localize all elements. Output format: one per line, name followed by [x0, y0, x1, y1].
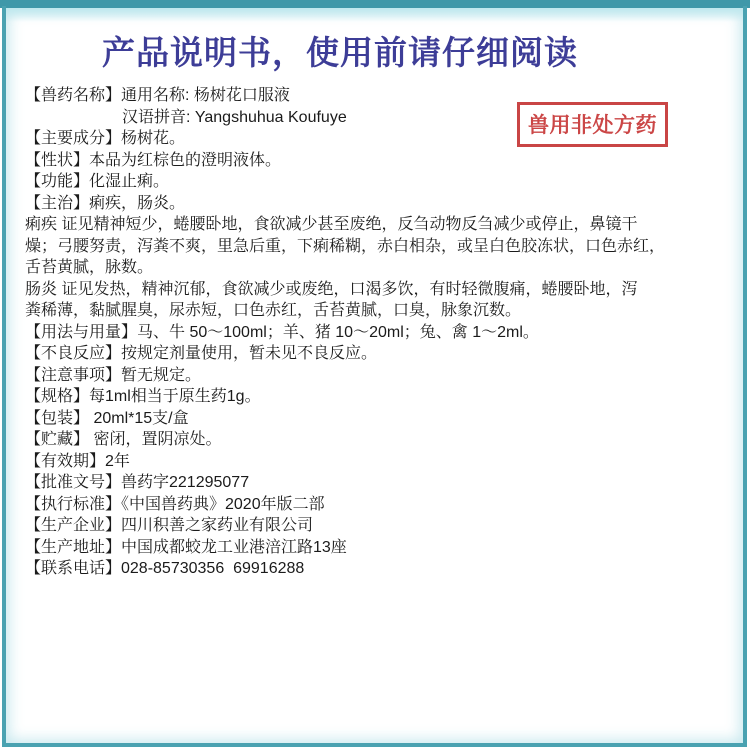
- text-line: 【性状】本品为红棕色的澄明液体。: [25, 151, 282, 169]
- frame-bottom-border: [2, 743, 747, 747]
- text-line: 肠炎 证见发热，精神沉郁，食欲减少或废绝，口渴多饮，有时轻微腹痛，蜷腰卧地，泻: [25, 280, 638, 298]
- text-line: 【主治】痢疾，肠炎。: [25, 194, 186, 212]
- text-line: 【兽药名称】通用名称: 杨树花口服液: [25, 87, 290, 104]
- text-line: 【贮藏】 密闭，置阴凉处。: [25, 431, 222, 448]
- text-line: 痢疾 证见精神短少，蜷腰卧地，食欲减少甚至废绝，反刍动物反刍减少或停止，鼻镜干: [25, 216, 638, 233]
- text-line: 【联系电话】028-85730356 69916288: [25, 560, 305, 577]
- text-line: 【生产企业】四川积善之家药业有限公司: [25, 517, 314, 534]
- text-line: 【有效期】2年: [25, 452, 130, 470]
- text-line: 【不良反应】按规定剂量使用，暂未见不良反应。: [25, 345, 378, 362]
- text-line: 舌苔黄腻，脉数。: [25, 259, 154, 276]
- page-title: 产品说明书，使用前请仔细阅读: [102, 34, 578, 71]
- text-line: 【主要成分】杨树花。: [25, 130, 186, 147]
- text-line: 【注意事项】暂无规定。: [25, 366, 202, 384]
- text-line: 燥；弓腰努责，泻粪不爽，里急后重，下痢稀糊，赤白相杂，或呈白色胶冻状，口色赤红，: [25, 237, 666, 255]
- text-line: 【执行标准】《中国兽药典》2020年版二部: [25, 495, 325, 513]
- text-line: 【功能】化湿止痢。: [25, 173, 170, 190]
- frame-right-border: [743, 6, 747, 747]
- otc-badge: 兽用非处方药: [517, 102, 668, 147]
- body-lines: [25, 85, 740, 580]
- frame-top-border: [0, 0, 750, 8]
- text-line: 【用法与用量】马、牛 50～100ml；羊、猪 10～20ml；兔、禽 1～2ml。: [25, 323, 539, 341]
- text-line: 【包装】 20ml*15支/盒: [25, 409, 189, 427]
- text-line: 【生产地址】中国成都蛟龙工业港涪江路13座: [25, 538, 347, 556]
- text-line: 汉语拼音: Yangshuhua Koufuye: [122, 108, 347, 126]
- text-line: 【批准文号】兽药字221295077: [25, 474, 250, 491]
- text-line: 粪稀薄，黏腻腥臭，尿赤短，口色赤红，舌苔黄腻，口臭，脉象沉数。: [25, 302, 522, 319]
- text-line: 【规格】每1ml相当于原生药1g。: [25, 388, 261, 405]
